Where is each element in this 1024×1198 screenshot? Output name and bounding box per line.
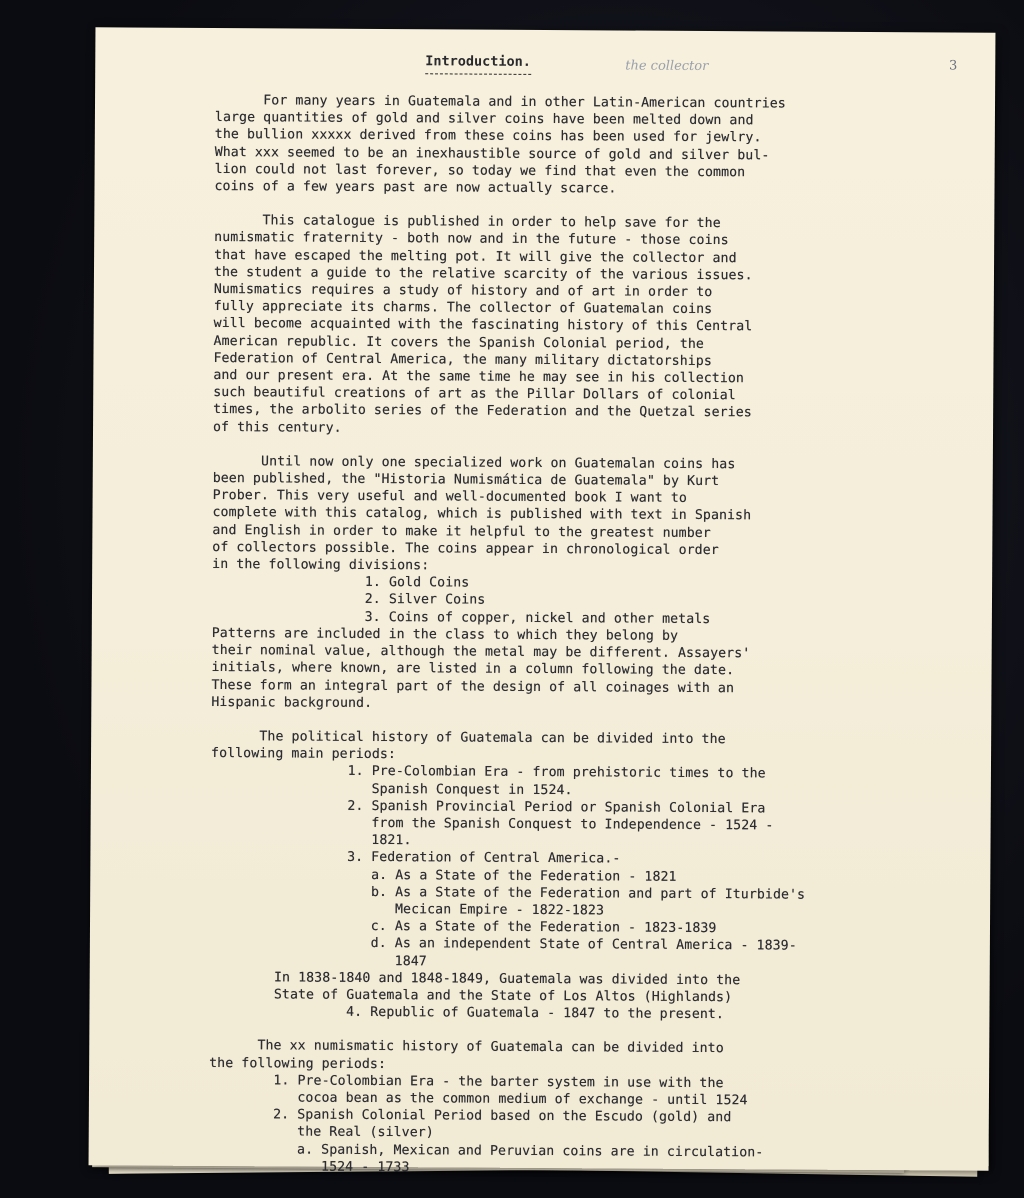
text-line: 1. Pre-Colombian Era - the barter system in use with the — [209, 1072, 724, 1091]
paragraph-purpose — [213, 212, 894, 440]
text-line: the student a guide to the relative scarcity of the various issues. — [213, 264, 753, 284]
page-title: Introduction. — [425, 53, 531, 75]
text-line: 1. Gold Coins — [212, 574, 470, 591]
text-line: c. As a State of the Federation - 1823-1839 — [209, 918, 717, 937]
text-line: In 1838-1840 and 1848-1849, Guatemala was divided into the — [209, 969, 741, 988]
text-line: that have escaped the melting pot. It will give the collector and — [214, 247, 737, 266]
paragraph-intro — [214, 92, 895, 199]
text-line: 2. Spanish Provincial Period or Spanish Colonial Era — [210, 797, 766, 817]
text-line: For many years in Guatemala and in other Latin-American countries — [214, 92, 786, 112]
text-line: will become acquainted with the fascinating history of this Central — [213, 316, 753, 335]
text-line: 3. Coins of copper, nickel and other metals — [211, 608, 711, 627]
text-line: b. As a State of the Federation and part of Iturbide's — [210, 883, 806, 903]
text-line: 1. Pre-Colombian Era - from prehistoric times to the — [210, 763, 766, 782]
text-line: of collectors possible. The coins appear in chronological order — [212, 539, 719, 558]
text-line: Prober. This very useful and well-documented book I want to — [212, 488, 688, 507]
text-line: the Real (silver) — [208, 1124, 434, 1141]
text-line: been published, the "Historia Numismática de Guatemala" by Kurt — [212, 471, 720, 490]
text-line: fully appreciate its charms. The collector of Guatemalan coins — [213, 299, 713, 318]
text-line: the following periods: — [209, 1055, 387, 1072]
text-line: 1847 — [209, 952, 427, 969]
document-page — [89, 27, 996, 1175]
text-line: lion could not last forever, so today we find that even the common — [214, 161, 746, 181]
text-line: 2. Spanish Colonial Period based on the Escudo (gold) and — [208, 1107, 732, 1126]
text-line: large quantities of gold and silver coins have been melted down and — [214, 110, 754, 129]
text-line: of this century. — [212, 419, 342, 436]
text-line: times, the arbolito series of the Federation and the Quetzal series — [213, 402, 752, 421]
text-line: 2. Silver Coins — [211, 591, 486, 609]
text-line: and our present era. At the same time he may see in his collection — [213, 368, 745, 387]
paragraph-political-history — [209, 728, 891, 1025]
paragraph-prior-work — [211, 453, 893, 715]
text-line: 1524 - 1733 — [208, 1158, 410, 1175]
text-line: from the Spanish Conquest to Independence - 1524 - — [210, 814, 774, 834]
text-line: 1821. — [210, 832, 412, 849]
text-line: The political history of Guatemala can be divided into the — [211, 728, 726, 748]
text-line: such beautiful creations of art as the Pillar Dollars of colonial — [213, 385, 736, 404]
text-line: Numismatics requires a study of history and of art in order to — [213, 282, 713, 301]
text-line: 3. Federation of Central America.- — [210, 849, 621, 867]
text-line: Spanish Conquest in 1524. — [210, 780, 573, 798]
text-line: Patterns are included in the class to which they belong by — [211, 625, 679, 644]
text-line: numismatic fraternity - both now and in the future - those coins — [214, 230, 729, 249]
text-line: This catalogue is published in order to help save for the — [214, 213, 721, 232]
text-line: d. As an independent State of Central America - 1839- — [209, 935, 797, 954]
text-line: American republic. It covers the Spanish Colonial period, the — [213, 333, 705, 352]
text-line: Hispanic background. — [211, 694, 373, 711]
text-line: and English in order to make it helpful to the greatest number — [212, 522, 711, 541]
pencil-annotation: the collector — [625, 58, 709, 75]
text-line: following main periods: — [211, 746, 397, 763]
text-line: Federation of Central America, the many military dictatorships — [213, 350, 712, 369]
text-line: coins of a few years past are now actually scarce. — [214, 179, 617, 197]
text-line: Mecican Empire - 1822-1823 — [210, 900, 605, 919]
text-line: in the following divisions: — [212, 557, 430, 574]
text-line: a. As a State of the Federation - 1821 — [210, 866, 677, 885]
text-line: a. Spanish, Mexican and Peruvian coins are in circulation- — [208, 1141, 764, 1160]
paragraph-numismatic-history — [208, 1037, 889, 1179]
text-line: the bullion xxxxx derived from these coins has been used for jewlry. — [214, 127, 762, 146]
document-body — [208, 92, 895, 1196]
page-number: 3 — [948, 58, 958, 74]
text-line: initials, where known, are listed in a column following the date. — [211, 660, 735, 679]
text-line: complete with this catalog, which is published with text in Spanish — [212, 505, 752, 524]
text-line: cocoa bean as the common medium of exchange - until 1524 — [208, 1089, 748, 1109]
text-line: The xx numismatic history of Guatemala can be divided into — [209, 1038, 724, 1057]
text-line: These form an integral part of the design of all coinages with an — [211, 677, 735, 696]
text-line: 4. Republic of Guatemala - 1847 to the present. — [209, 1004, 725, 1023]
text-line: their nominal value, although the metal may be different. Assayers' — [211, 643, 751, 662]
text-line: Until now only one specialized work on Guatemalan coins has — [212, 453, 736, 473]
text-line: State of Guatemala and the State of Los Altos (Highlands) — [209, 986, 733, 1006]
text-line: What xxx seemed to be an inexhaustible source of gold and silver bul- — [214, 144, 770, 163]
